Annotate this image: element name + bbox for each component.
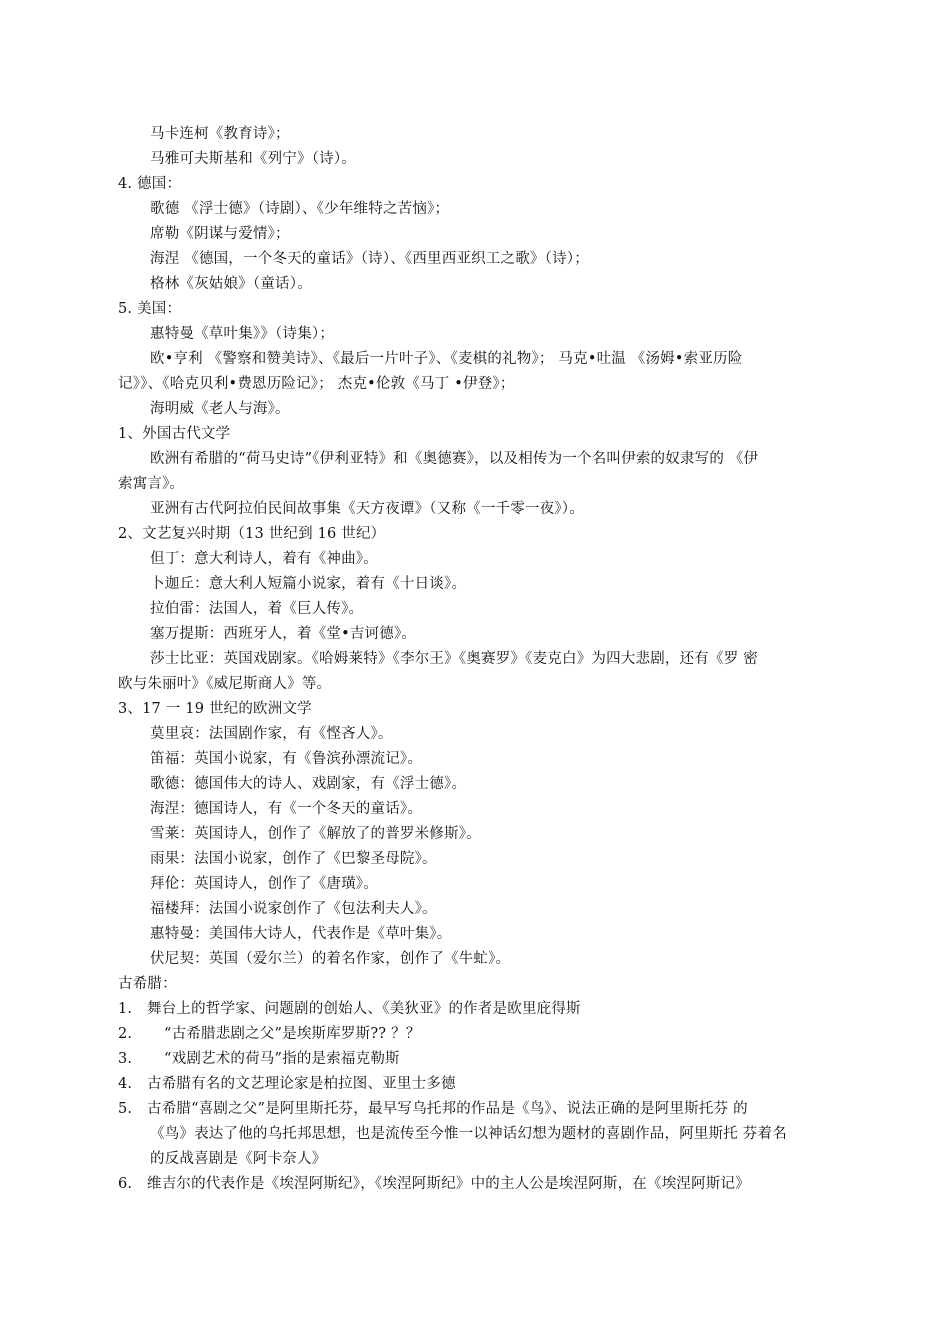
text-line: 席勒《阴谋与爱情》； — [150, 226, 290, 242]
list-item: 古希腊有名的文艺理论家是柏拉图、亚里士多德 — [147, 1076, 456, 1092]
text-line: 马雅可夫斯基和《列宁》（诗）。 — [150, 151, 356, 167]
list-item: “戏剧艺术的荷马”指的是索福克勒斯 — [164, 1051, 400, 1067]
text-line: 莫里哀：法国剧作家，有《悭吝人》。 — [150, 726, 393, 742]
text-line: 欧洲有希腊的“荷马史诗”《伊利亚特》和《奥德赛》，以及相传为一个名叫伊索的奴隶写的 《伊 — [150, 451, 759, 467]
section-heading: 2、文艺复兴时期（13 世纪到 16 世纪） — [118, 526, 386, 542]
text-line: 海涅 《德国，一个冬天的童话》（诗）、《西里西亚织工之歌》（诗）； — [150, 251, 589, 267]
text-line: 拉伯雷：法国人，着《巨人传》。 — [150, 601, 364, 617]
section-heading-germany: 4. 德国： — [118, 176, 182, 192]
text-line: 海涅：德国诗人，有《一个冬天的童话》。 — [150, 801, 423, 817]
text-line: 歌德：德国伟大的诗人、戏剧家，有《浮士德》。 — [150, 776, 467, 792]
list-item-continued: 《鸟》表达了他的乌托邦思想，也是流传至今惟一以神话幻想为题材的喜剧作品，阿里斯托 芬着名 — [150, 1126, 787, 1142]
text-line: 格林《灰姑娘》（童话）。 — [150, 276, 312, 292]
text-line: 马卡连柯《教育诗》； — [150, 126, 290, 142]
list-item-number: 6. — [118, 1176, 133, 1192]
text-line: 记》》、《哈克贝利•费恩历险记》； 杰克•伦敦《马丁 •伊登》； — [118, 376, 515, 392]
text-line: 惠特曼《草叶集》》（诗集）； — [150, 326, 335, 342]
text-line: 雪莱：英国诗人，创作了《解放了的普罗米修斯》。 — [150, 826, 481, 842]
list-item: “古希腊悲剧之父”是埃斯库罗斯?? ？？ — [164, 1026, 421, 1042]
text-line: 伏尼契：英国（爱尔兰）的着名作家，创作了《牛虻》。 — [150, 951, 511, 967]
text-line: 但丁：意大利诗人，着有《神曲》。 — [150, 551, 378, 567]
list-item-number: 4. — [118, 1076, 133, 1092]
list-item-number: 2. — [118, 1026, 133, 1042]
text-line: 海明威《老人与海》。 — [150, 401, 290, 417]
text-line: 莎士比亚：英国戏剧家。《哈姆莱特》《李尔王》《奥赛罗》《麦克白》为四大悲剧，还有《罗 密 — [150, 651, 758, 667]
text-line: 亚洲有古代阿拉伯民间故事集《天方夜谭》（又称《一千零一夜》）。 — [150, 501, 584, 517]
list-item: 舞台上的哲学家、问题剧的创始人、《美狄亚》的作者是欧里庇得斯 — [147, 1001, 581, 1017]
text-line: 雨果：法国小说家，创作了《巴黎圣母院》。 — [150, 851, 437, 867]
list-item-number: 3. — [118, 1051, 133, 1067]
list-item-number: 5. — [118, 1101, 133, 1117]
text-line: 拜伦：英国诗人，创作了《唐璜》。 — [150, 876, 378, 892]
text-line: 笛福：英国小说家，有《鲁滨孙漂流记》。 — [150, 751, 423, 767]
text-line: 卜迦丘：意大利人短篇小说家，着有《十日谈》。 — [150, 576, 467, 592]
list-item: 维吉尔的代表作是《埃涅阿斯纪》，《埃涅阿斯纪》中的主人公是埃涅阿斯，在《埃涅阿斯记》 — [147, 1176, 750, 1192]
text-line: 福楼拜：法国小说家创作了《包法利夫人》。 — [150, 901, 437, 917]
section-heading-usa: 5. 美国： — [118, 301, 182, 317]
section-heading: 1、外国古代文学 — [118, 426, 231, 442]
text-line: 索寓言》。 — [118, 476, 185, 492]
text-line: 歌德 《浮士德》（诗剧）、《少年维特之苦恼》； — [150, 201, 450, 217]
text-line: 欧与朱丽叶》《威尼斯商人》等。 — [118, 676, 332, 692]
section-heading-ancient-greece: 古希腊： — [118, 976, 177, 992]
text-line: 惠特曼：美国伟大诗人，代表作是《草叶集》。 — [150, 926, 452, 942]
text-line: 欧•亨利 《警察和赞美诗》、《最后一片叶子》、《麦棋的礼物》； 马克•吐温 《汤姆•索亚历险 — [150, 351, 743, 367]
text-line: 塞万提斯：西班牙人，着《堂•吉诃德》。 — [150, 626, 417, 642]
section-heading: 3、17 一 19 世纪的欧洲文学 — [118, 701, 312, 717]
list-item: 古希腊“喜剧之父”是阿里斯托芬，最早写乌托邦的作品是《鸟》、说法正确的是阿里斯托芬 的 — [147, 1101, 748, 1117]
list-item-continued: 的反战喜剧是《阿卡奈人》 — [150, 1151, 327, 1167]
list-item-number: 1. — [118, 1001, 133, 1017]
